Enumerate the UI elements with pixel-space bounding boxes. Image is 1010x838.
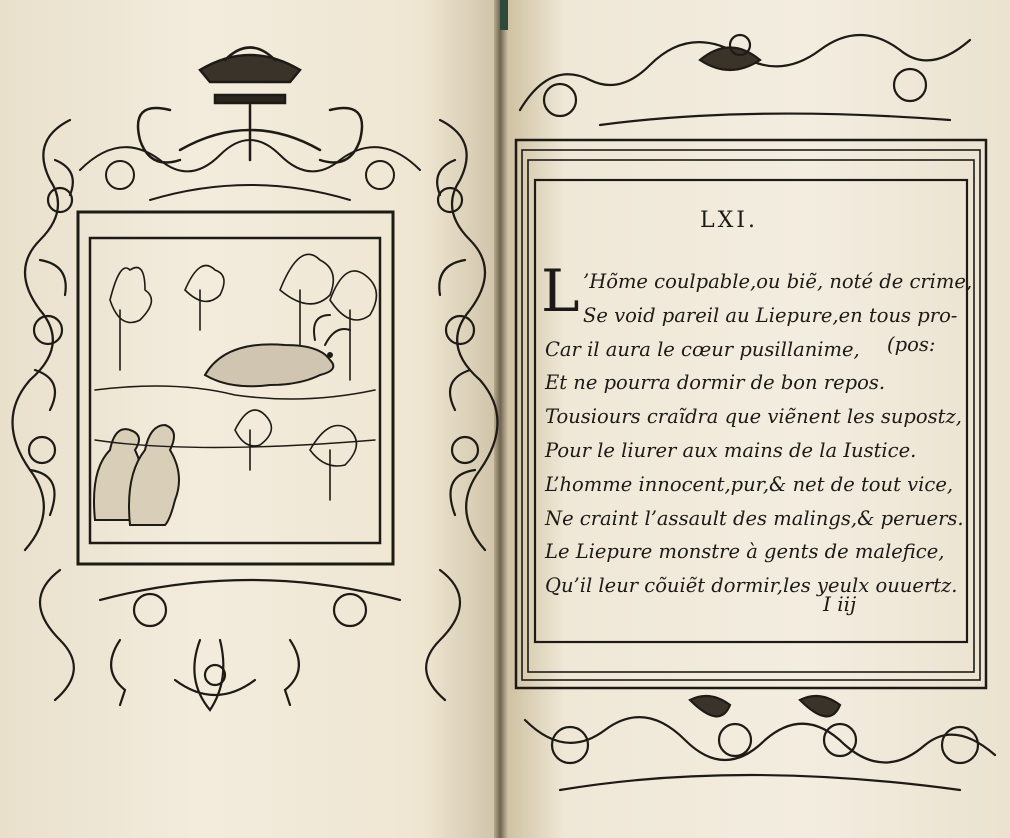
- signature-mark: I iij: [823, 592, 857, 616]
- poem-line: ’Hõme coulpable,ou biẽ, noté de crime,: [583, 270, 973, 293]
- poem-line: Le Liepure monstre à gents de malefice,: [545, 540, 945, 564]
- poem-line: Ne craint l’assault des malings,& peruers.: [545, 506, 964, 530]
- poem-line: L’homme innocent,pur,& net de tout vice,: [545, 472, 954, 496]
- drop-cap: L: [541, 257, 580, 325]
- poem-line: Pour le liurer aux mains de la Iustice.: [545, 438, 917, 462]
- poem-line: Se void pareil au Liepure,en tous pro-: [583, 303, 958, 327]
- poem-line: Qu’il leur cõuiẽt dormir,les yeulx ouuertz.: [545, 574, 958, 598]
- bottom-ornament-band: [525, 696, 995, 790]
- poem-line: Et ne pourra dormir de bon repos.: [545, 371, 886, 395]
- turnover-word: (pos:: [887, 333, 936, 356]
- poem-line: Car il aura le cœur pusillanime,: [545, 337, 860, 361]
- top-ornament-band: [520, 35, 970, 125]
- page-numeral: LXI.: [700, 208, 758, 233]
- poem-line: Tousiours craĩdra que viẽnent les supostz,: [545, 405, 962, 429]
- poem-text: [545, 265, 975, 603]
